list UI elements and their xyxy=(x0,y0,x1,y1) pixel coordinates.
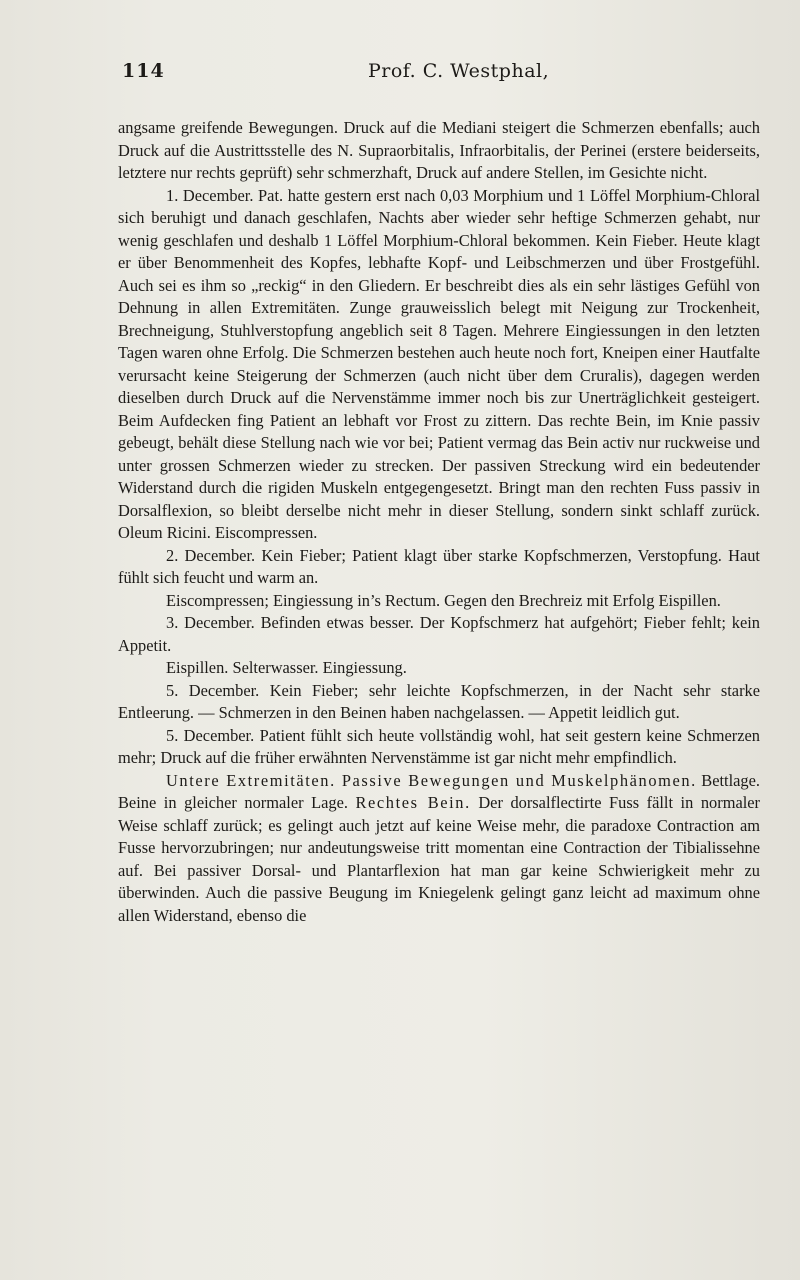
running-head: Prof. C. Westphal, xyxy=(368,60,550,82)
paragraph-continuation: angsame greifende Bewegungen. Druck auf die Mediani steigert die Schmerzen ebenfalls; auch Druck auf die Austrittsstelle des N. Supraorbitalis, Infraorbitalis, der Perinei (erstere beiderseits, letztere nur rechts geprüft) sehr schmerzhaft, Druck auf andere Stellen, im Gesichte nicht. xyxy=(118,118,760,182)
paragraph-dec-3: 3. December. Befinden etwas besser. Der Kopfschmerz hat aufgehört; Fieber fehlt; kein Appetit. xyxy=(118,613,760,655)
page-header xyxy=(122,58,762,94)
paragraph-lower-extremities xyxy=(118,770,760,928)
paragraph-dec-5b: 5. December. Patient fühlt sich heute vollständig wohl, hat seit gestern keine Schmerzen mehr; Druck auf die früher erwähnten Nervenstämme ist gar nicht mehr empfindlich. xyxy=(118,725,760,767)
section-text-2: Der dorsalflectirte Fuss fällt in normaler Weise schlaff zurück; es gelingt auch jetzt auf keine Weise mehr, die paradoxe Contraction am Fusse hervorzubringen; nur andeutungsweise tritt momentan eine Contraction der Tibialissehne auf. Bei passiver Dorsal- und Plantarflexion hat man gar keine Schwierigkeit mehr zu überwinden. Auch die passive Beugung im Kniegelenk gelingt ganz leicht ad maximum ohne allen Widerstand, ebenso die xyxy=(118,793,761,925)
section-text-1: Bettlage. Beine in gleicher normaler Lage. xyxy=(118,770,760,812)
paragraph-dec-1: 1. December. Pat. hatte gestern erst nach 0,03 Morphium und 1 Löffel Morphium-Chloral sich beruhigt und danach geschlafen, Nachts aber wieder sehr heftige Schmerzen gehabt, nur wenig geschlafen und deshalb 1 Löffel Morphium-Chloral bekommen. Kein Fieber. Heute klagt er über Benommenheit des Kopfes, lebhafte Kopf- und Leibschmerzen und über Frostgefühl. Auch sei es ihm so „reckig“ in den Gliedern. Er beschreibt dies als ein sehr lästiges Gefühl von Dehnung in allen Extremitäten. Zunge grauweisslich belegt mit Neigung zur Trockenheit, Brechneigung, Stuhlverstopfung angeblich seit 8 Tagen. Mehrere Eingiessungen in den letzten Tagen waren ohne Erfolg. Die Schmerzen bestehen auch heute noch fort, Kneipen einer Hautfalte verursacht keine Steigerung der Schmerzen (auch nicht über dem Cruralis), dagegen werden dieselben durch Druck auf die Nervenstämme immer noch bis zur Unerträglichkeit gesteigert. Beim Aufdecken fing Patient an lebhaft vor Frost zu zittern. Das rechte Bein, im Knie passiv gebeugt, behält diese Stellung nach wie vor bei; Patient vermag das Bein activ nur ruckweise und unter grossen Schmerzen wieder zu strecken. Der passiven Streckung wird ein bedeutender Widerstand durch die rigiden Muskeln entgegengesetzt. Bringt man den rechten Fuss passiv in Dorsalflexion, so bleibt derselbe nicht mehr in dieser Stellung, sondern sinkt schlaff zurück. Oleum Ricini. Eiscompressen. xyxy=(118,185,760,542)
paragraph-dec-3-treatment: Eispillen. Selterwasser. Eingiessung. xyxy=(166,658,407,677)
paragraph-dec-5a: 5. December. Kein Fieber; sehr leichte Kopfschmerzen, in der Nacht sehr starke Entleerung. — Schmerzen in den Beinen haben nachgelassen. — Appetit leidlich gut. xyxy=(118,680,760,722)
paragraph-dec-2: 2. December. Kein Fieber; Patient klagt über starke Kopfschmerzen, Verstopfung. Haut fühlt sich feucht und warm an. xyxy=(118,545,760,587)
page-body xyxy=(118,117,760,927)
section-heading: Untere Extremitäten. Passive Bewegungen und Muskelphänomen. xyxy=(166,770,697,790)
paragraph-dec-2-treatment: Eiscompressen; Eingiessung in’s Rectum. Gegen den Brechreiz mit Erfolg Eispillen. xyxy=(166,590,721,610)
subsection-heading: Rechtes Bein. xyxy=(355,793,471,812)
page-number: 114 xyxy=(122,60,165,82)
